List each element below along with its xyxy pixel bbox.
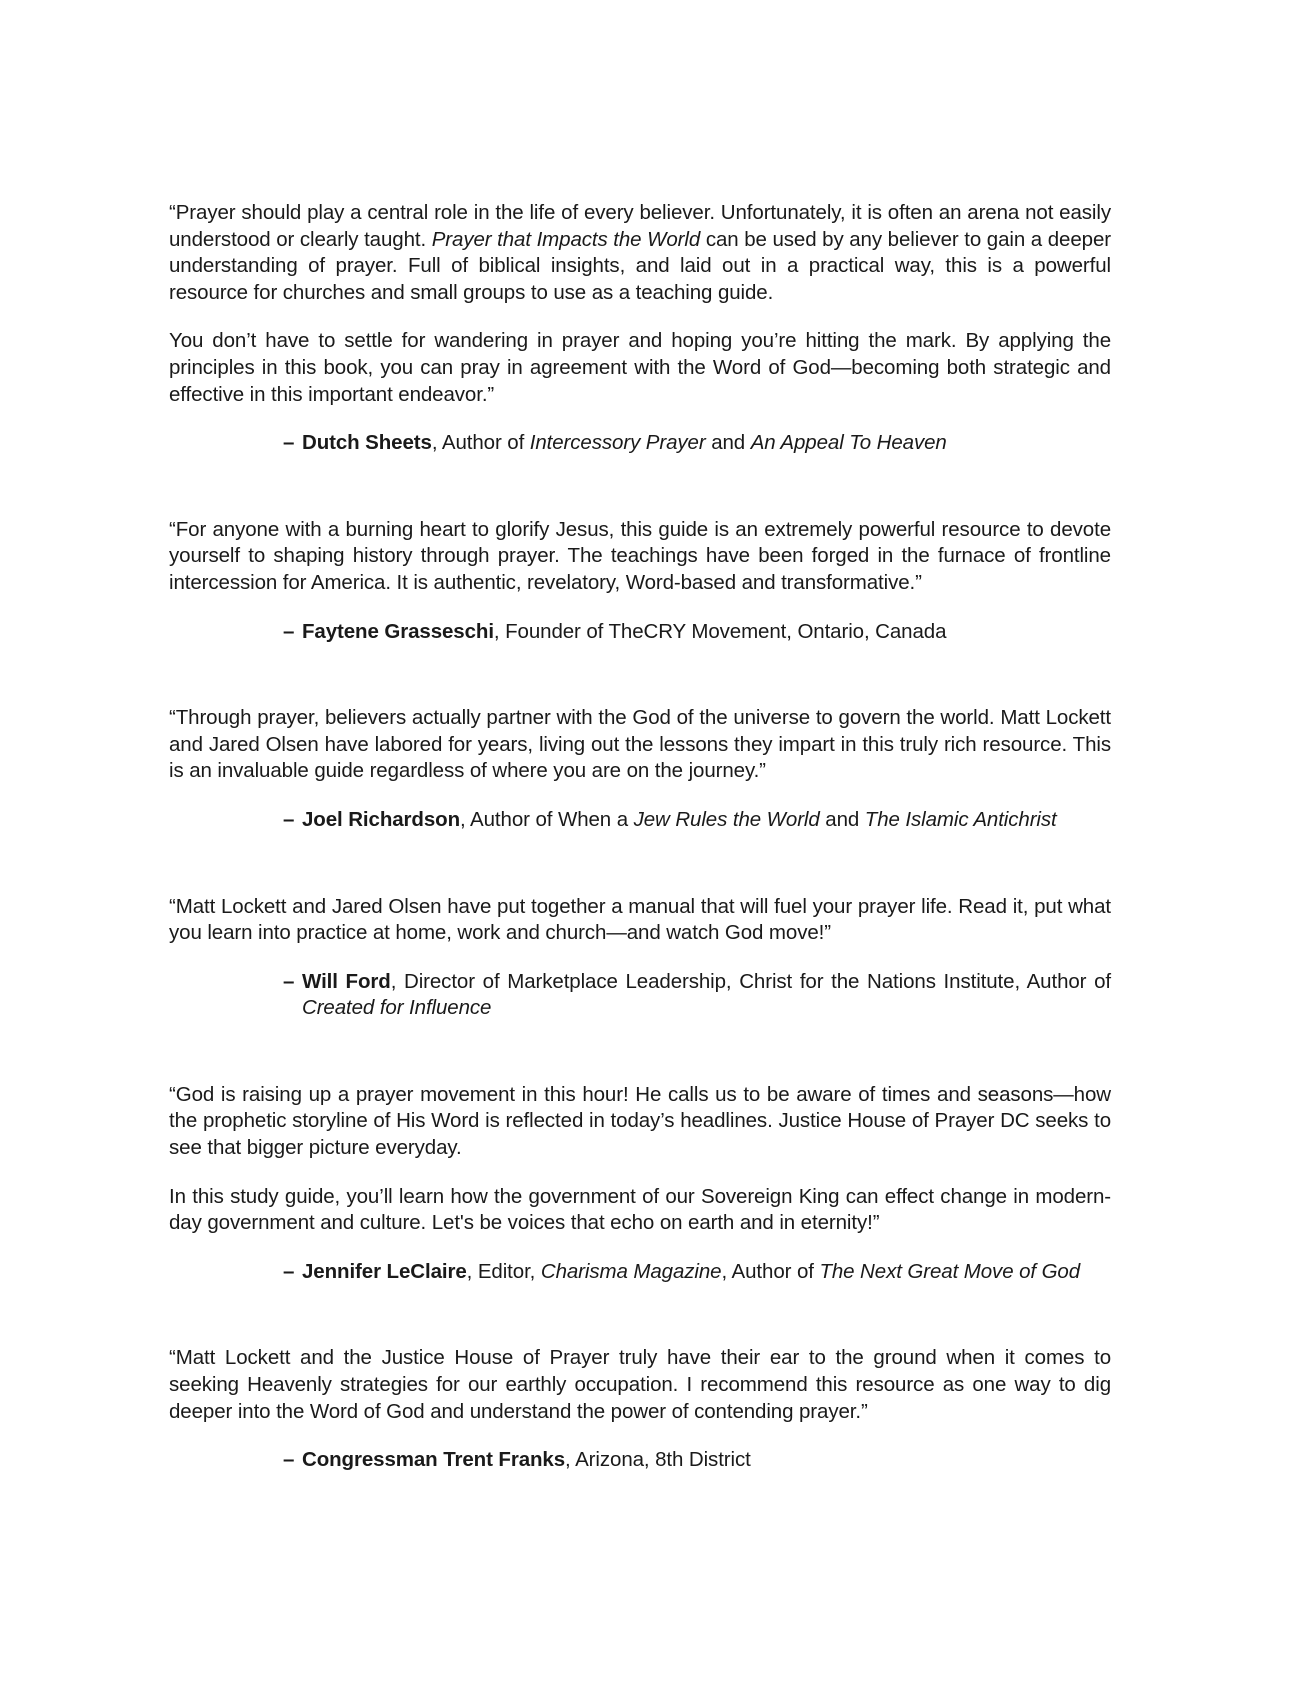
attribution	[169, 1259, 1111, 1286]
book-title: An Appeal To Heaven	[750, 431, 947, 455]
credit-text: and	[705, 431, 751, 455]
book-title: The Islamic Antichrist	[864, 807, 1057, 831]
credit-text: , Author of	[721, 1259, 820, 1283]
attribution	[169, 619, 1111, 646]
book-title: Intercessory Prayer	[529, 431, 706, 455]
endorser-name: Dutch Sheets	[302, 431, 432, 455]
quote-text: In this study guide, you’ll learn how the government of our Sovereign King can effect change in modern-day government and culture. Let's be voices that echo on earth and in eternity!”	[169, 1184, 1111, 1235]
quote-paragraph	[169, 1345, 1111, 1425]
credit-text: and	[819, 807, 865, 831]
quote-paragraph	[169, 1184, 1111, 1237]
endorsements-page	[169, 200, 1111, 1474]
quote-paragraph	[169, 705, 1111, 785]
book-title: Jew Rules the World	[633, 807, 820, 831]
attribution-dash: –	[283, 1448, 295, 1472]
attribution	[169, 969, 1111, 1022]
credit-text: , Editor,	[466, 1259, 541, 1283]
attribution-dash: –	[283, 1259, 295, 1283]
book-title: Created for Influence	[302, 996, 492, 1020]
quote-text: “Matt Lockett and the Justice House of Prayer truly have their ear to the ground when it comes to seeking Heavenly strategies for our earthly occupation. I recommend this resource as one way to dig deeper into the Word of God and understand the power of contending prayer.”	[169, 1346, 1111, 1423]
quote-text: “For anyone with a burning heart to glorify Jesus, this guide is an extremely powerful resource to devote yourself to shaping history through prayer. The teachings have been forged in the furnace of frontline intercession for America. It is authentic, revelatory, Word-based and transformative.”	[169, 517, 1111, 594]
endorsement	[169, 1345, 1111, 1473]
attribution-dash: –	[283, 807, 295, 831]
book-title: The Next Great Move of God	[819, 1259, 1081, 1283]
endorsement	[169, 517, 1111, 645]
publication-title: Charisma Magazine	[540, 1259, 722, 1283]
endorser-name: Faytene Grasseschi	[302, 619, 494, 643]
credit-text: , Author of When a	[460, 807, 634, 831]
credit-text: , Director of Marketplace Leadership, Christ for the Nations Institute, Author of	[390, 969, 1111, 993]
quote-text: You don’t have to settle for wandering in prayer and hoping you’re hitting the mark. By applying the principles in this book, you can pray in agreement with the Word of God—becoming both strategic and effective in this important endeavor.”	[169, 329, 1111, 406]
endorser-name: Jennifer LeClaire	[302, 1259, 467, 1283]
endorser-name: Will Ford	[302, 969, 391, 993]
quote-paragraph	[169, 894, 1111, 947]
endorsement	[169, 894, 1111, 1022]
endorsement	[169, 705, 1111, 833]
quote-text: “Matt Lockett and Jared Olsen have put together a manual that will fuel your prayer life. Read it, put what you learn into practice at home, work and church—and watch God move!”	[169, 894, 1111, 945]
attribution-dash: –	[283, 969, 295, 993]
quote-paragraph	[169, 328, 1111, 408]
credit-text: , Founder of TheCRY Movement, Ontario, Canada	[493, 619, 947, 643]
quote-paragraph	[169, 1082, 1111, 1162]
quote-text: can be used by any believer to gain a deeper understanding of prayer. Full of biblical insights, and laid out in a practical way, this is a powerful resource for churches and small groups to use as a teaching guide.	[169, 227, 1111, 304]
endorser-name: Congressman Trent Franks	[302, 1448, 566, 1472]
attribution-dash: –	[283, 431, 295, 455]
quote-text: “Through prayer, believers actually partner with the God of the universe to govern the world. Matt Lockett and Jared Olsen have labored for years, living out the lessons they impart in this truly rich resource. This is an invaluable guide regardless of where you are on the journey.”	[169, 706, 1111, 783]
endorser-name: Joel Richardson	[302, 807, 460, 831]
credit-text: , Arizona, 8th District	[565, 1448, 751, 1472]
quote-paragraph	[169, 517, 1111, 597]
attribution	[169, 807, 1111, 834]
attribution	[169, 430, 1111, 457]
credit-text: , Author of	[431, 431, 530, 455]
attribution	[169, 1447, 1111, 1474]
quote-text: “God is raising up a prayer movement in this hour! He calls us to be aware of times and seasons—how the prophetic storyline of His Word is reflected in today’s headlines. Justice House of Prayer DC seeks to see that bigger picture everyday.	[169, 1082, 1111, 1160]
quote-text: “Prayer should play a central role in the life of every believer. Unfortunately, it is often an arena not easily understood or clearly taught.	[169, 201, 1111, 251]
endorsement	[169, 1082, 1111, 1286]
book-title: Prayer that Impacts the World	[431, 227, 701, 251]
attribution-dash: –	[283, 619, 295, 643]
endorsement	[169, 200, 1111, 457]
quote-paragraph	[169, 200, 1111, 306]
